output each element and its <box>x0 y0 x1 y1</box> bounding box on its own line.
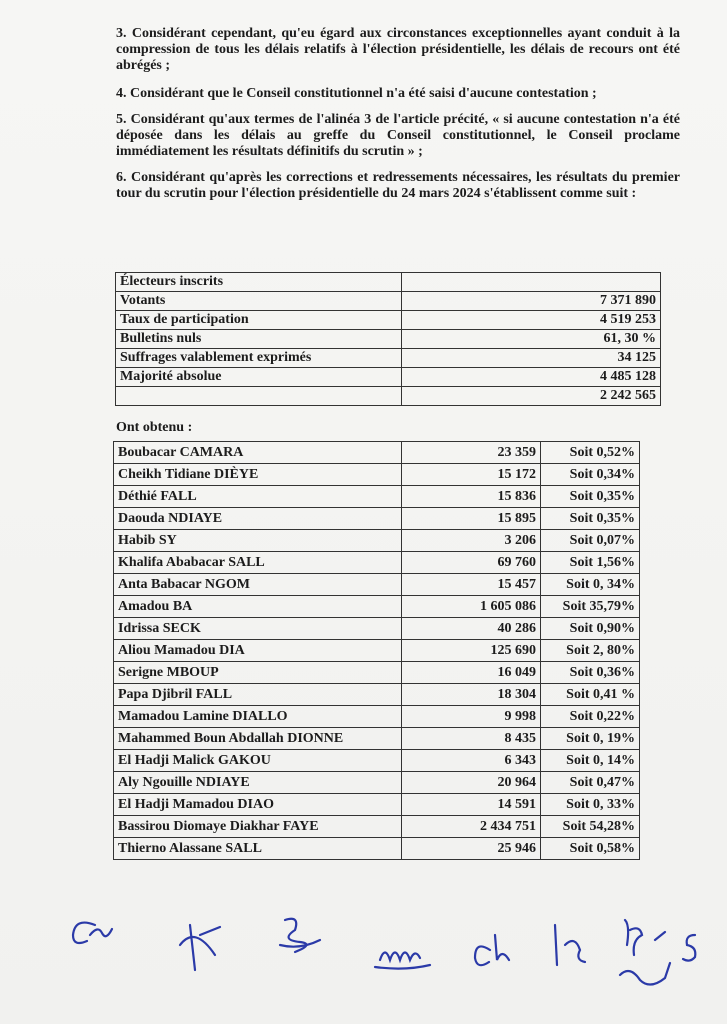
candidate-name: Boubacar CAMARA <box>114 442 402 464</box>
paragraph-4: 4. Considérant que le Conseil constitutionnel n'a été saisi d'aucune contestation ; <box>116 86 597 101</box>
signature-2 <box>180 925 220 970</box>
summary-value: 7 371 890 <box>402 292 661 311</box>
summary-value: 4 519 253 <box>402 311 661 330</box>
candidate-row <box>114 750 640 772</box>
candidate-row <box>114 442 640 464</box>
candidate-votes: 40 286 <box>402 618 541 640</box>
summary-label: Bulletins nuls <box>116 330 402 349</box>
candidate-row <box>114 574 640 596</box>
candidate-name: Mamadou Lamine DIALLO <box>114 706 402 728</box>
candidate-percent: Soit 0,58% <box>541 838 640 860</box>
candidate-votes: 125 690 <box>402 640 541 662</box>
candidate-votes: 15 457 <box>402 574 541 596</box>
summary-row <box>116 311 661 330</box>
candidate-votes: 2 434 751 <box>402 816 541 838</box>
candidate-name: Papa Djibril FALL <box>114 684 402 706</box>
candidate-row <box>114 596 640 618</box>
signature-5 <box>475 935 509 965</box>
summary-value: 2 242 565 <box>402 387 661 406</box>
candidate-percent: Soit 0,22% <box>541 706 640 728</box>
summary-label <box>116 387 402 406</box>
candidate-percent: Soit 0,47% <box>541 772 640 794</box>
candidate-name: Mahammed Boun Abdallah DIONNE <box>114 728 402 750</box>
candidate-percent: Soit 0, 14% <box>541 750 640 772</box>
signature-7 <box>620 920 670 985</box>
summary-label: Électeurs inscrits <box>116 273 402 292</box>
candidate-percent: Soit 2, 80% <box>541 640 640 662</box>
signature-1 <box>73 923 112 943</box>
summary-label: Taux de participation <box>116 311 402 330</box>
summary-row <box>116 330 661 349</box>
candidate-percent: Soit 0,90% <box>541 618 640 640</box>
candidate-row <box>114 508 640 530</box>
candidate-name: El Hadji Malick GAKOU <box>114 750 402 772</box>
summary-row <box>116 368 661 387</box>
candidate-votes: 15 172 <box>402 464 541 486</box>
candidate-row <box>114 486 640 508</box>
ont-obtenu-label: Ont obtenu : <box>116 420 193 435</box>
summary-value: 34 125 <box>402 349 661 368</box>
candidate-name: Habib SY <box>114 530 402 552</box>
summary-label: Majorité absolue <box>116 368 402 387</box>
signature-8 <box>683 935 695 961</box>
candidate-name: Daouda NDIAYE <box>114 508 402 530</box>
paragraph-3: 3. Considérant cependant, qu'eu égard aux circonstances exceptionnelles ayant conduit à la compression de tous les délais relatifs à l'élection présidentielle, les délais de recours ont été abrégés ; <box>116 26 680 73</box>
candidate-percent: Soit 54,28% <box>541 816 640 838</box>
candidate-votes: 9 998 <box>402 706 541 728</box>
summary-value: 4 485 128 <box>402 368 661 387</box>
candidate-votes: 18 304 <box>402 684 541 706</box>
results-table <box>113 441 640 860</box>
candidate-row <box>114 838 640 860</box>
candidate-votes: 25 946 <box>402 838 541 860</box>
candidate-row <box>114 662 640 684</box>
candidate-percent: Soit 0, 33% <box>541 794 640 816</box>
candidate-votes: 20 964 <box>402 772 541 794</box>
candidate-name: Serigne MBOUP <box>114 662 402 684</box>
summary-label: Suffrages valablement exprimés <box>116 349 402 368</box>
candidate-percent: Soit 35,79% <box>541 596 640 618</box>
candidate-name: Khalifa Ababacar SALL <box>114 552 402 574</box>
candidate-name: Idrissa SECK <box>114 618 402 640</box>
candidate-votes: 1 605 086 <box>402 596 541 618</box>
paragraph-5: 5. Considérant qu'aux termes de l'alinéa 3 de l'article précité, « si aucune contestation n'a été déposée dans les délais au greffe du Conseil constitutionnel, le Conseil proclame immédiatement les résultats définitifs du scrutin » ; <box>116 112 680 159</box>
summary-row <box>116 273 661 292</box>
summary-value: 61, 30 % <box>402 330 661 349</box>
candidate-percent: Soit 0,34% <box>541 464 640 486</box>
candidate-percent: Soit 0,36% <box>541 662 640 684</box>
candidate-row <box>114 728 640 750</box>
candidate-votes: 16 049 <box>402 662 541 684</box>
candidate-name: Cheikh Tidiane DIÈYE <box>114 464 402 486</box>
signature-3 <box>280 919 320 952</box>
candidate-votes: 8 435 <box>402 728 541 750</box>
candidate-name: Anta Babacar NGOM <box>114 574 402 596</box>
candidate-votes: 15 836 <box>402 486 541 508</box>
handwritten-signatures <box>0 905 727 1024</box>
summary-row <box>116 292 661 311</box>
candidate-name: Bassirou Diomaye Diakhar FAYE <box>114 816 402 838</box>
candidate-votes: 3 206 <box>402 530 541 552</box>
candidate-percent: Soit 0, 34% <box>541 574 640 596</box>
candidate-row <box>114 640 640 662</box>
candidate-votes: 14 591 <box>402 794 541 816</box>
candidate-row <box>114 552 640 574</box>
paragraph-6: 6. Considérant qu'après les corrections et redressements nécessaires, les résultats du premier tour du scrutin pour l'élection présidentielle du 24 mars 2024 s'établissent comme suit : <box>116 170 680 201</box>
signature-4 <box>375 953 430 969</box>
candidate-name: Thierno Alassane SALL <box>114 838 402 860</box>
candidate-name: Amadou BA <box>114 596 402 618</box>
summary-row <box>116 387 661 406</box>
candidate-name: Aliou Mamadou DIA <box>114 640 402 662</box>
candidate-percent: Soit 0, 19% <box>541 728 640 750</box>
candidate-row <box>114 816 640 838</box>
summary-row <box>116 349 661 368</box>
summary-value <box>402 273 661 292</box>
candidate-votes: 23 359 <box>402 442 541 464</box>
candidate-votes: 15 895 <box>402 508 541 530</box>
candidate-percent: Soit 0,07% <box>541 530 640 552</box>
candidate-name: El Hadji Mamadou DIAO <box>114 794 402 816</box>
candidate-percent: Soit 0,35% <box>541 486 640 508</box>
candidate-percent: Soit 0,35% <box>541 508 640 530</box>
candidate-row <box>114 794 640 816</box>
candidate-percent: Soit 0,52% <box>541 442 640 464</box>
candidate-row <box>114 772 640 794</box>
candidate-percent: Soit 1,56% <box>541 552 640 574</box>
candidate-row <box>114 684 640 706</box>
candidate-votes: 69 760 <box>402 552 541 574</box>
candidate-percent: Soit 0,41 % <box>541 684 640 706</box>
candidate-votes: 6 343 <box>402 750 541 772</box>
signature-6 <box>555 925 585 965</box>
summary-label: Votants <box>116 292 402 311</box>
summary-table <box>115 272 661 406</box>
candidate-row <box>114 706 640 728</box>
candidate-name: Aly Ngouille NDIAYE <box>114 772 402 794</box>
candidate-row <box>114 464 640 486</box>
candidate-row <box>114 530 640 552</box>
candidate-row <box>114 618 640 640</box>
candidate-name: Déthié FALL <box>114 486 402 508</box>
